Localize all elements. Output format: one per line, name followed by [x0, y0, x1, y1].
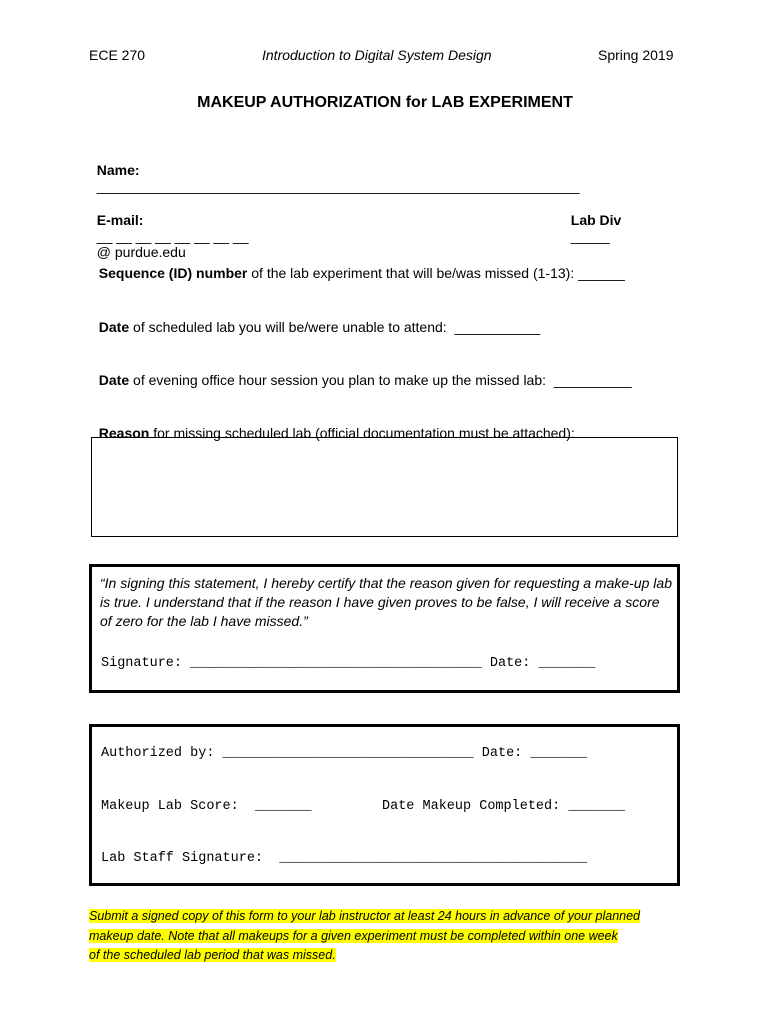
lab-div-row[interactable]	[563, 196, 621, 244]
email-label: E-mail:	[96, 212, 144, 228]
email-blank[interactable]: __ __ __ __ __ __ __ __	[96, 228, 249, 244]
staff-signature-line[interactable]: Lab Staff Signature: ______________________________________	[101, 851, 588, 866]
reason-textbox[interactable]	[91, 437, 678, 537]
date-evening-row[interactable]	[91, 356, 632, 388]
reason-text: for missing scheduled lab (official documentation must be attached):	[149, 425, 575, 441]
note-line-2: makeup date. Note that all makeups for a given experiment must be completed within one week	[89, 928, 618, 943]
date-completed-line[interactable]: Date Makeup Completed: _______	[382, 799, 626, 814]
certification-statement: “In signing this statement, I hereby certify that the reason given for requesting a make-up lab is true. I understand that if the reason I have given proves to be false, I will receive a score of zero for the lab I have missed.”	[100, 575, 672, 629]
name-row[interactable]	[89, 146, 580, 194]
reason-label: Reason	[98, 425, 150, 441]
note-line-1: Submit a signed copy of this form to your lab instructor at least 24 hours in advance of your planned	[89, 909, 641, 923]
authorized-by-line[interactable]: Authorized by: _______________________________ Date: _______	[101, 746, 588, 761]
name-blank[interactable]: ______________________________________________________________	[96, 178, 580, 194]
sequence-row[interactable]	[91, 249, 625, 281]
sequence-label: Sequence (ID) number	[98, 265, 248, 281]
sequence-text: of the lab experiment that will be/was missed (1-13): ______	[247, 265, 625, 281]
makeup-score-line[interactable]: Makeup Lab Score: _______	[101, 799, 312, 814]
date-evening-text: of evening office hour session you plan to make up the missed lab: __________	[129, 372, 632, 388]
lab-div-label: Lab Div	[570, 212, 622, 228]
form-title: MAKEUP AUTHORIZATION for LAB EXPERIMENT	[197, 94, 573, 111]
course-code: ECE 270	[89, 47, 146, 63]
lab-div-blank[interactable]: _____	[570, 228, 610, 244]
date-scheduled-label: Date	[98, 319, 130, 335]
course-title: Introduction to Digital System Design	[262, 47, 492, 63]
name-label: Name:	[96, 162, 140, 178]
note-line-3: of the scheduled lab period that was missed.	[89, 948, 336, 962]
date-scheduled-text: of scheduled lab you will be/were unable to attend: ___________	[129, 319, 541, 335]
email-domain: @ purdue.edu	[96, 244, 186, 260]
date-scheduled-row[interactable]	[91, 303, 540, 335]
signature-line[interactable]: Signature: ____________________________________ Date: _______	[101, 656, 596, 671]
date-evening-label: Date	[98, 372, 130, 388]
term: Spring 2019	[598, 47, 674, 63]
submission-note	[89, 907, 687, 966]
